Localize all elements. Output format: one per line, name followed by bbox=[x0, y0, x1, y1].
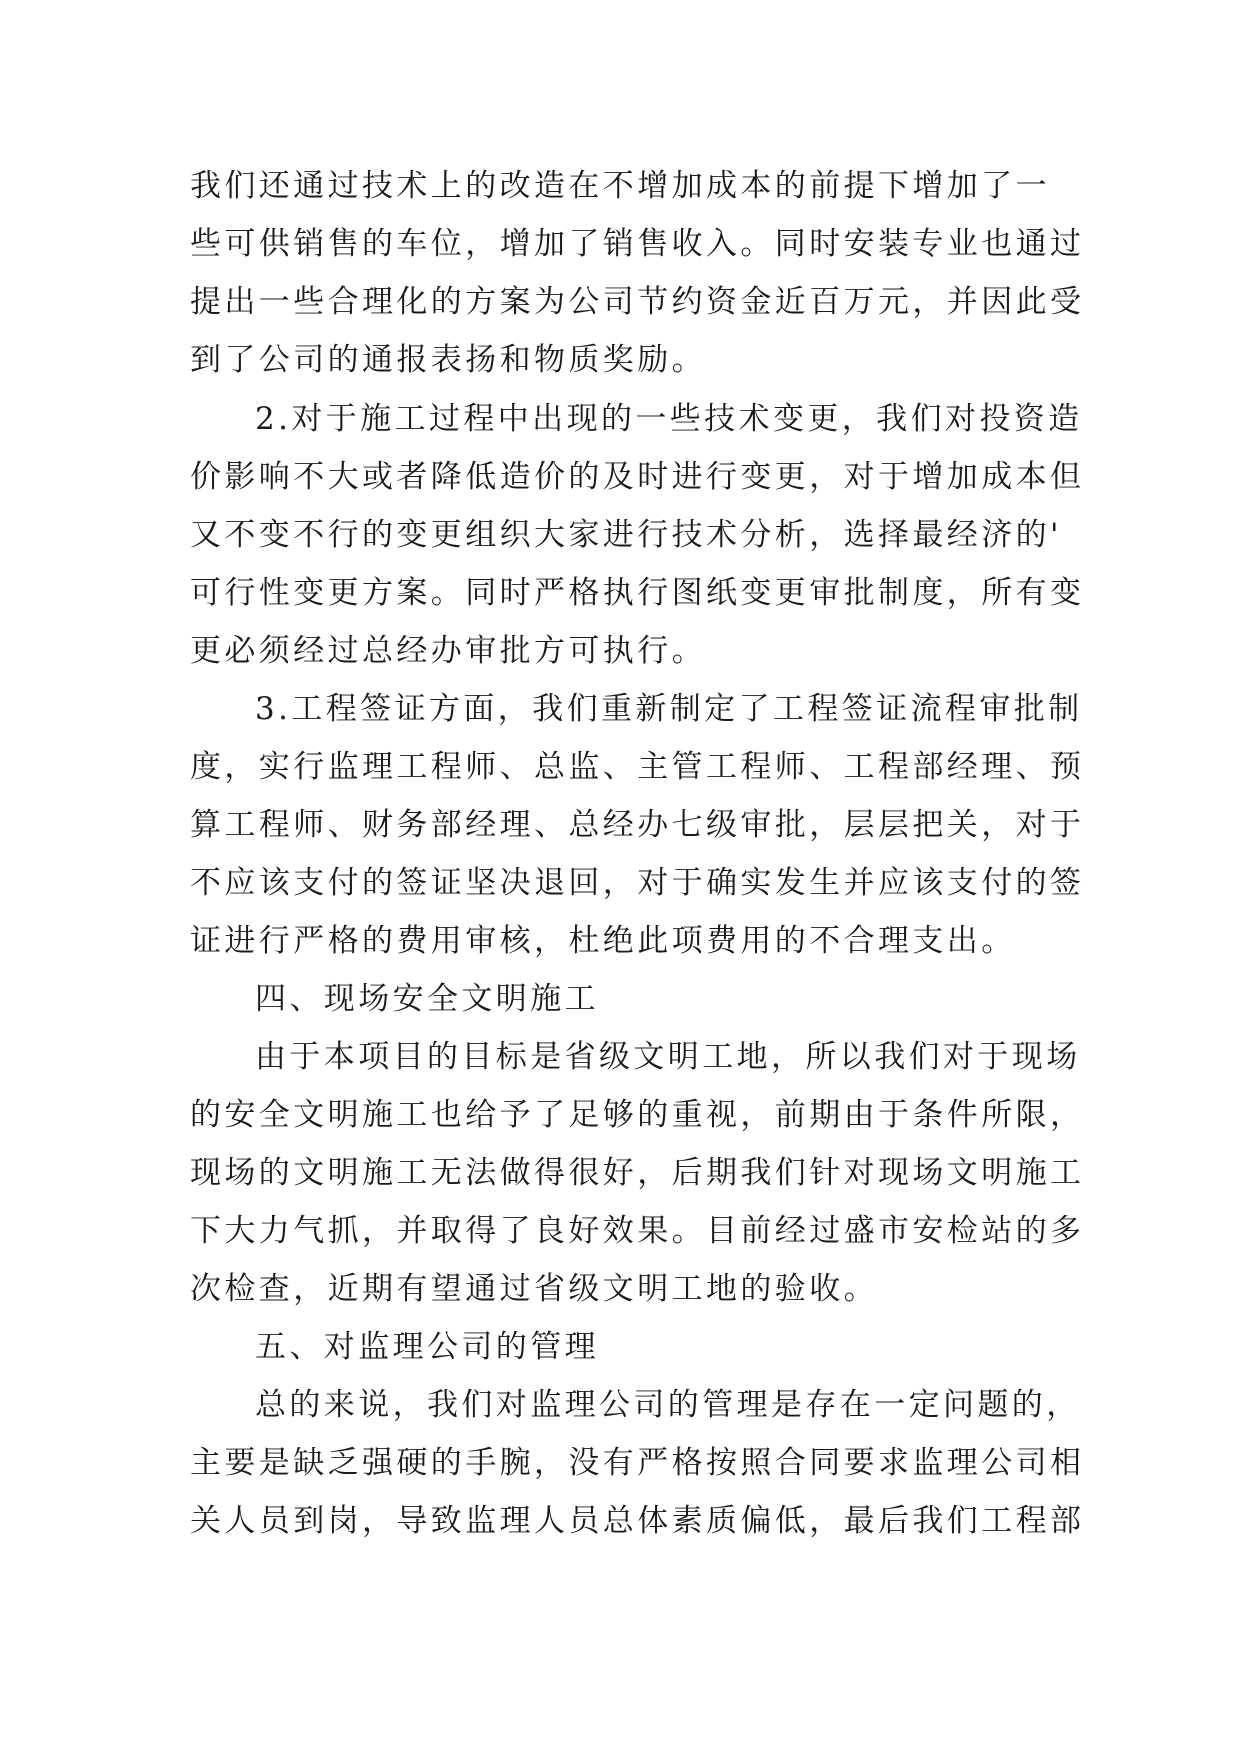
text-line: 下大力气抓，并取得了良好效果。目前经过盛市安检站的多 bbox=[190, 1213, 1085, 1249]
text-line: 又不变不行的变更组织大家进行技术分析，选择最经济的' bbox=[190, 517, 1062, 553]
text-line: 更必须经过总经办审批方可执行。 bbox=[190, 633, 706, 669]
text-line: 由于本项目的目标是省级文明工地，所以我们对于现场 bbox=[255, 1039, 1081, 1075]
section-heading: 五、对监理公司的管理 bbox=[255, 1329, 599, 1365]
text-line: 证进行严格的费用审核，杜绝此项费用的不合理支出。 bbox=[190, 923, 1016, 959]
text-line: 到了公司的通报表扬和物质奖励。 bbox=[190, 342, 706, 378]
text-line: 总的来说，我们对监理公司的管理是存在一定问题的， bbox=[255, 1387, 1081, 1423]
text-line: 算工程师、财务部经理、总经办七级审批，层层把关，对于 bbox=[190, 807, 1085, 843]
text-line: 的安全文明施工也给予了足够的重视，前期由于条件所限， bbox=[190, 1097, 1085, 1133]
text-line: 2.对于施工过程中出现的一些技术变更，我们对投资造 bbox=[255, 401, 1083, 437]
text-line: 价影响不大或者降低造价的及时进行变更，对于增加成本但 bbox=[190, 459, 1085, 495]
text-line: 次检查，近期有望通过省级文明工地的验收。 bbox=[190, 1271, 878, 1307]
text-line: 现场的文明施工无法做得很好，后期我们针对现场文明施工 bbox=[190, 1155, 1085, 1191]
text-line: 我们还通过技术上的改造在不增加成本的前提下增加了一 bbox=[190, 168, 1050, 204]
text-line: 3.工程签证方面，我们重新制定了工程签证流程审批制 bbox=[255, 691, 1083, 727]
text-line: 不应该支付的签证坚决退回，对于确实发生并应该支付的签 bbox=[190, 865, 1085, 901]
text-line: 度，实行监理工程师、总监、主管工程师、工程部经理、预 bbox=[190, 749, 1085, 785]
text-line: 些可供销售的车位，增加了销售收入。同时安装专业也通过 bbox=[190, 226, 1085, 262]
text-line: 提出一些合理化的方案为公司节约资金近百万元，并因此受 bbox=[190, 284, 1085, 320]
text-line: 可行性变更方案。同时严格执行图纸变更审批制度，所有变 bbox=[190, 575, 1085, 611]
text-line: 关人员到岗，导致监理人员总体素质偏低，最后我们工程部 bbox=[190, 1503, 1085, 1539]
text-line: 主要是缺乏强硬的手腕，没有严格按照合同要求监理公司相 bbox=[190, 1445, 1085, 1481]
section-heading: 四、现场安全文明施工 bbox=[255, 981, 599, 1017]
